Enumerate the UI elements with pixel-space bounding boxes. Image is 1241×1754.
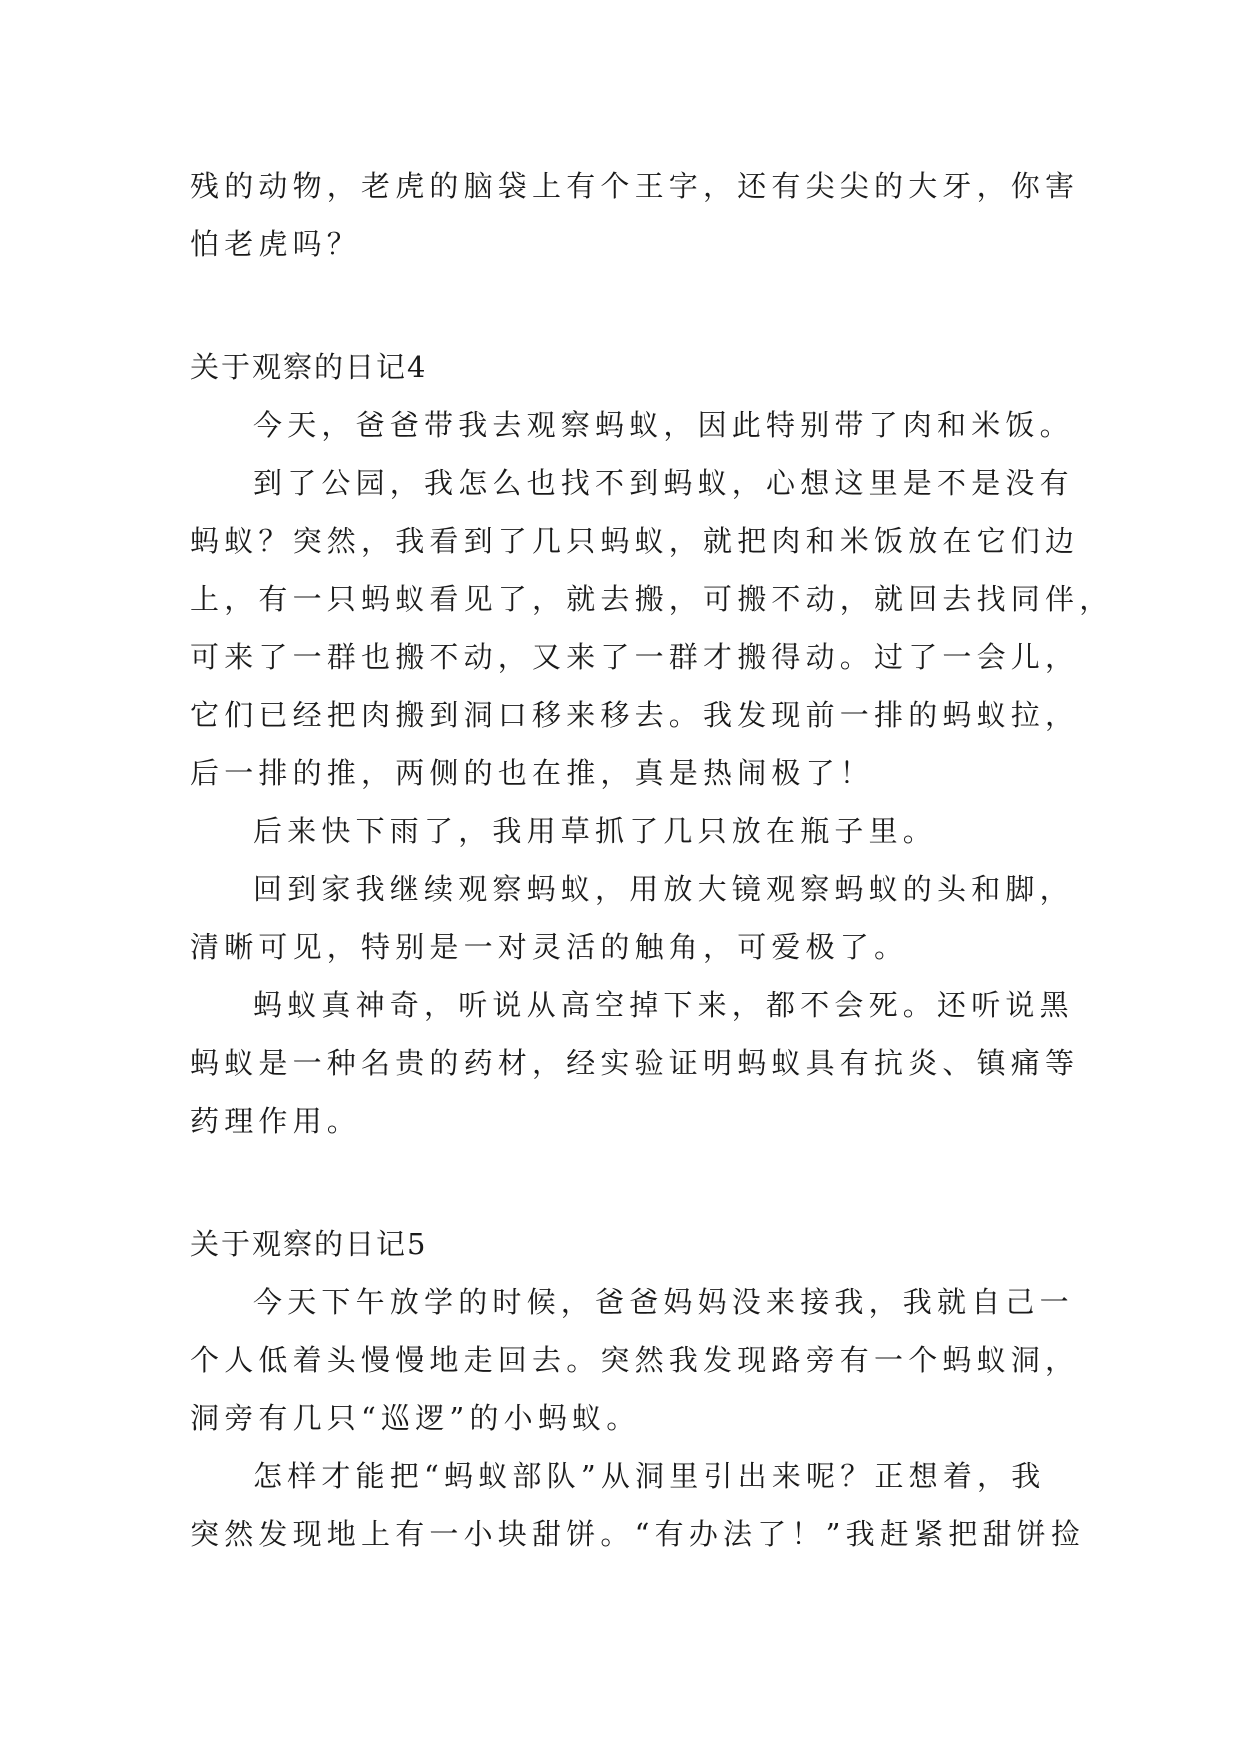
paragraph-line: 后来快下雨了，我用草抓了几只放在瓶子里。 <box>253 814 938 848</box>
paragraph-line: 蚂蚁是一种名贵的药材，经实验证明蚂蚁具有抗炎、镇痛等 <box>190 1046 1080 1080</box>
paragraph-line: 到了公园，我怎么也找不到蚂蚁，心想这里是不是没有 <box>253 466 1074 500</box>
paragraph-line: 怕老虎吗？ <box>190 227 362 261</box>
paragraph-line: 后一排的推，两侧的也在推，真是热闹极了！ <box>190 756 875 790</box>
paragraph-line: 今天，爸爸带我去观察蚂蚁，因此特别带了肉和米饭。 <box>253 408 1074 442</box>
paragraph-line: 残的动物，老虎的脑袋上有个王字，还有尖尖的大牙，你害 <box>190 169 1080 203</box>
paragraph-line: 怎样才能把“蚂蚁部队”从洞里引出来呢？正想着，我 <box>253 1459 1046 1493</box>
paragraph-line: 上，有一只蚂蚁看见了，就去搬，可搬不动，就回去找同伴， <box>190 582 1114 616</box>
paragraph-line: 药理作用。 <box>190 1104 362 1138</box>
paragraph-line: 今天下午放学的时候，爸爸妈妈没来接我，我就自己一 <box>253 1285 1074 1319</box>
section-title: 关于观察的日记5 <box>190 1227 428 1261</box>
paragraph-line: 回到家我继续观察蚂蚁，用放大镜观察蚂蚁的头和脚， <box>253 872 1074 906</box>
paragraph-line: 洞旁有几只“巡逻”的小蚂蚁。 <box>190 1401 641 1435</box>
paragraph-line: 突然发现地上有一小块甜饼。“有办法了！”我赶紧把甜饼捡 <box>190 1517 1086 1551</box>
paragraph-line: 个人低着头慢慢地走回去。突然我发现路旁有一个蚂蚁洞， <box>190 1343 1080 1377</box>
paragraph-line: 可来了一群也搬不动，又来了一群才搬得动。过了一会儿， <box>190 640 1080 674</box>
paragraph-line: 清晰可见，特别是一对灵活的触角，可爱极了。 <box>190 930 909 964</box>
paragraph-line: 蚂蚁真神奇，听说从高空掉下来，都不会死。还听说黑 <box>253 988 1074 1022</box>
paragraph-line: 它们已经把肉搬到洞口移来移去。我发现前一排的蚂蚁拉， <box>190 698 1080 732</box>
paragraph-line: 蚂蚁？突然，我看到了几只蚂蚁，就把肉和米饭放在它们边 <box>190 524 1080 558</box>
section-title: 关于观察的日记4 <box>190 350 428 384</box>
